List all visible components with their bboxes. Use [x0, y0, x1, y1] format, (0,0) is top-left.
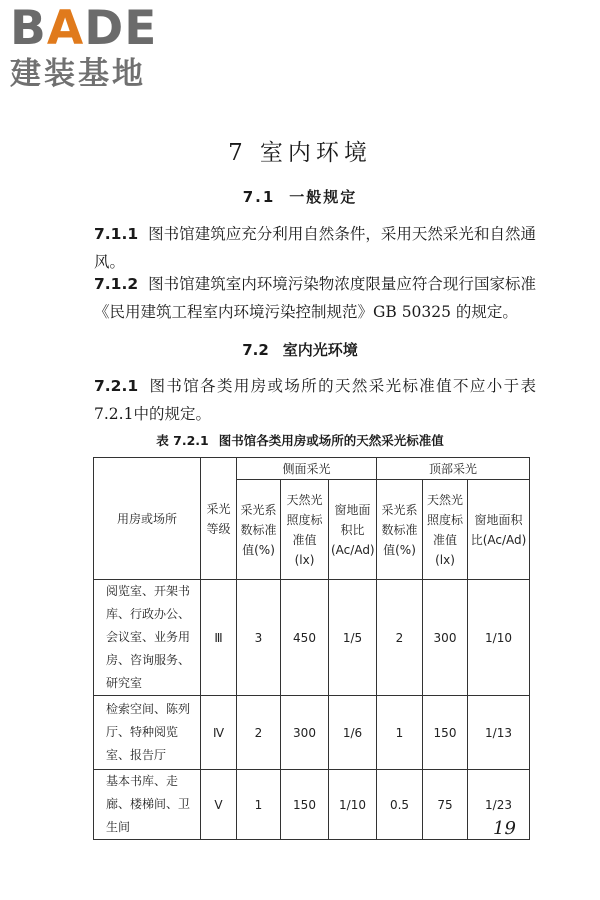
section-title: 一般规定	[289, 188, 358, 206]
clause-7-1-1	[94, 220, 536, 276]
cell-room: 检索空间、陈列厅、特种阅览室、报告厅	[94, 696, 201, 770]
logo-cjk-name: 建装基地	[10, 56, 146, 92]
chapter-number: 7	[228, 140, 248, 166]
cell-side-ratio: 1/6	[329, 696, 377, 770]
cell-grade: Ⅲ	[201, 580, 237, 696]
header-top-lighting: 顶部采光	[377, 458, 530, 480]
publisher-logo	[10, 1, 180, 92]
cell-top-illuminance: 75	[423, 770, 468, 840]
clause-7-2-1	[94, 372, 536, 428]
cell-top-illuminance: 150	[423, 696, 468, 770]
clause-number: 7.1.1	[94, 225, 139, 243]
logo-wordmark: BADE	[10, 1, 158, 56]
table-row	[94, 580, 530, 696]
header-side-ratio: 窗地面积比(Ac/Ad)	[329, 480, 377, 580]
clause-7-1-2	[94, 270, 536, 326]
section-heading-7-2	[0, 339, 600, 360]
cell-grade: Ⅴ	[201, 770, 237, 840]
cell-side-illuminance: 450	[281, 580, 329, 696]
clause-number: 7.1.2	[94, 275, 139, 293]
header-room: 用房或场所	[94, 458, 201, 580]
clause-number: 7.2.1	[94, 377, 139, 395]
section-number: 7.1	[242, 188, 276, 206]
table-title: 图书馆各类用房或场所的天然采光标准值	[218, 433, 444, 448]
cell-top-coefficient: 0.5	[377, 770, 423, 840]
header-side-lighting: 侧面采光	[237, 458, 377, 480]
header-top-illuminance: 天然光照度标准值(lx)	[423, 480, 468, 580]
cell-side-coefficient: 2	[237, 696, 281, 770]
cell-top-coefficient: 2	[377, 580, 423, 696]
clause-text: 图书馆建筑室内环境污染物浓度限量应符合现行国家标准《民用建筑工程室内环境污染控制规范》GB 50325 的规定。	[94, 275, 536, 321]
section-number: 7.2	[242, 341, 269, 359]
header-top-coefficient: 采光系数标准值(%)	[377, 480, 423, 580]
cell-grade: Ⅳ	[201, 696, 237, 770]
cell-side-ratio: 1/5	[329, 580, 377, 696]
header-grade: 采光等级	[201, 458, 237, 580]
cell-top-ratio: 1/10	[468, 580, 530, 696]
table-caption	[0, 431, 600, 449]
page-number: 19	[493, 818, 516, 839]
cell-room: 阅览室、开架书库、行政办公、会议室、业务用房、咨询服务、研究室	[94, 580, 201, 696]
clause-text: 图书馆各类用房或场所的天然采光标准值不应小于表7.2.1中的规定。	[94, 377, 536, 423]
cell-top-coefficient: 1	[377, 696, 423, 770]
cell-top-ratio: 1/13	[468, 696, 530, 770]
cell-top-ratio: 1/23	[468, 770, 530, 840]
clause-text: 图书馆建筑应充分利用自然条件，采用天然采光和自然通风。	[94, 225, 536, 271]
table-row	[94, 696, 530, 770]
header-top-ratio: 窗地面积比(Ac/Ad)	[468, 480, 530, 580]
cell-side-illuminance: 150	[281, 770, 329, 840]
section-heading-7-1	[0, 186, 600, 207]
cell-room: 基本书库、走廊、楼梯间、卫生间	[94, 770, 201, 840]
table-header-row	[94, 458, 530, 480]
cell-top-illuminance: 300	[423, 580, 468, 696]
header-side-illuminance: 天然光照度标准值(lx)	[281, 480, 329, 580]
section-title: 室内光环境	[282, 341, 358, 359]
cell-side-coefficient: 1	[237, 770, 281, 840]
chapter-title: 室内环境	[259, 140, 372, 166]
chapter-heading	[0, 134, 600, 167]
table-row	[94, 770, 530, 840]
cell-side-ratio: 1/10	[329, 770, 377, 840]
cell-side-coefficient: 3	[237, 580, 281, 696]
header-side-coefficient: 采光系数标准值(%)	[237, 480, 281, 580]
daylight-standard-table	[93, 457, 530, 840]
table-number: 表 7.2.1	[156, 433, 209, 448]
cell-side-illuminance: 300	[281, 696, 329, 770]
